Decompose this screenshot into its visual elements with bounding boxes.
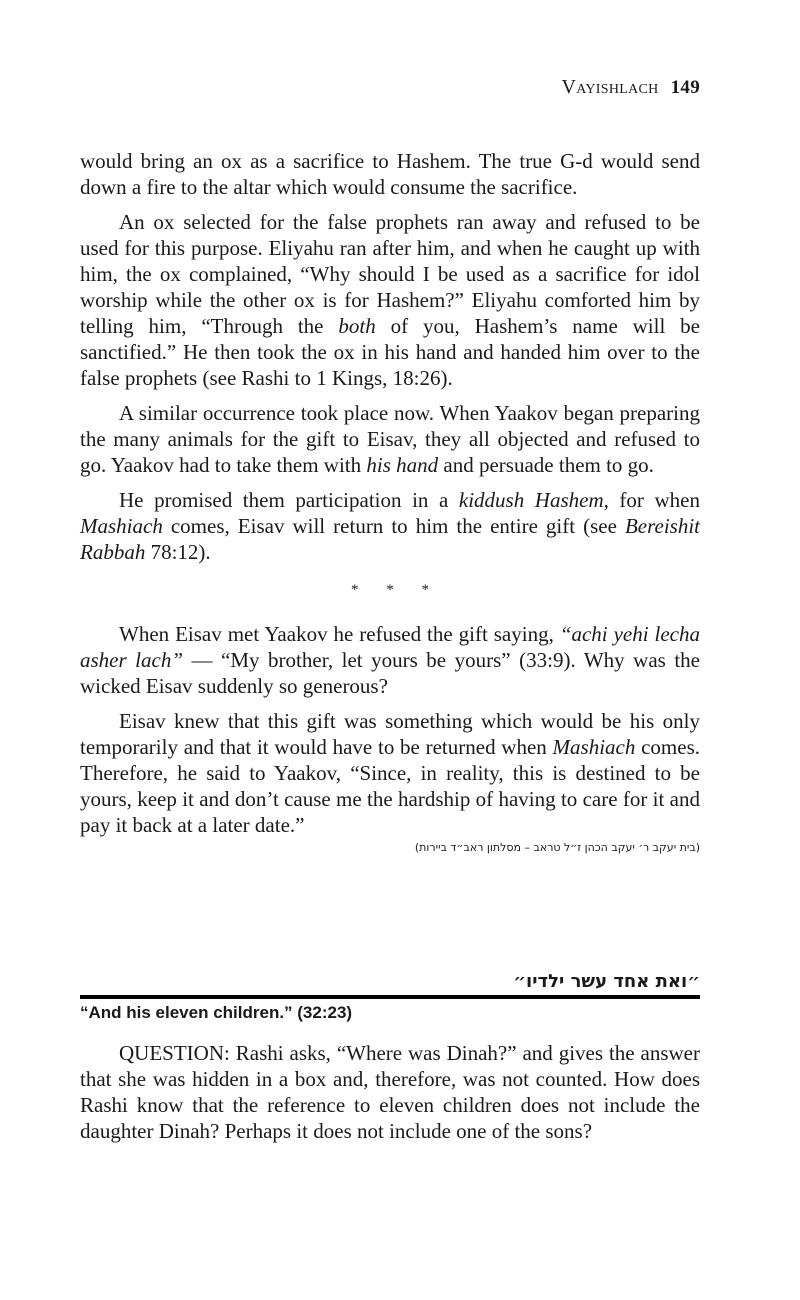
paragraph-4: He promised them participation in a kiddush Hashem, for when Mashiach comes, Eisav will return to him the entire gift (see Bereishit Rabbah 78:12).: [80, 488, 700, 564]
section-separator: * * *: [351, 582, 441, 598]
heading-rule: [80, 995, 700, 999]
question-paragraph: QUESTION: Rashi asks, “Where was Dinah?” and gives the answer that she was hidden in a box and, therefore, was not counted. How does Rashi know that the reference to eleven children does not include the daughter Dinah? Perhaps it does not include one of the sons?: [80, 1041, 700, 1143]
page-number: 149: [670, 77, 700, 98]
paragraph-3: A similar occurrence took place now. When Yaakov began preparing the many animals for the gift to Eisav, they all objected and refused to go. Yaakov had to take them with his hand and persuade them to go.: [80, 401, 700, 477]
paragraph-2: An ox selected for the false prophets ran away and refused to be used for this purpose. Eliyahu ran after him, and when he caught up with him, the ox complained, “Why should I be used as a sacrifice for idol worship while the other ox is for Hashem?” Eliyahu comforted him by telling him, “Through the both of you, Hashem’s name will be sanctified.” He then took the ox in his hand and handed him over to the false prophets (see Rashi to 1 Kings, 18:26).: [80, 210, 700, 390]
paragraph-5: When Eisav met Yaakov he refused the gift saying, “achi yehi lecha asher lach” — “My brother, let yours be yours” (33:9). Why was the wicked Eisav suddenly so generous?: [80, 622, 700, 698]
running-head: [562, 76, 700, 99]
source-note: (בית יעקב ר׳ יעקב הכהן ז״ל טראב – מסלתון ראב״ד ביירות): [414, 841, 700, 854]
hebrew-verse-heading: ״ואת אחד עשר ילדיו״: [513, 971, 700, 992]
running-title: Vayishlach: [561, 76, 659, 98]
paragraph-6: Eisav knew that this gift was something which would be his only temporarily and that it would have to be returned when Mashiach comes. Therefore, he said to Yaakov, “Since, in reality, this is destined to be yours, keep it and don’t cause me the hardship of having to care for it and pay it back at a later date.”: [80, 709, 700, 837]
paragraph-1: would bring an ox as a sacrifice to Hashem. The true G-d would send down a fire to the altar which would consume the sacrifice.: [80, 149, 700, 199]
english-verse-heading: “And his eleven children.” (32:23): [80, 1003, 353, 1022]
body-text: [80, 148, 700, 856]
